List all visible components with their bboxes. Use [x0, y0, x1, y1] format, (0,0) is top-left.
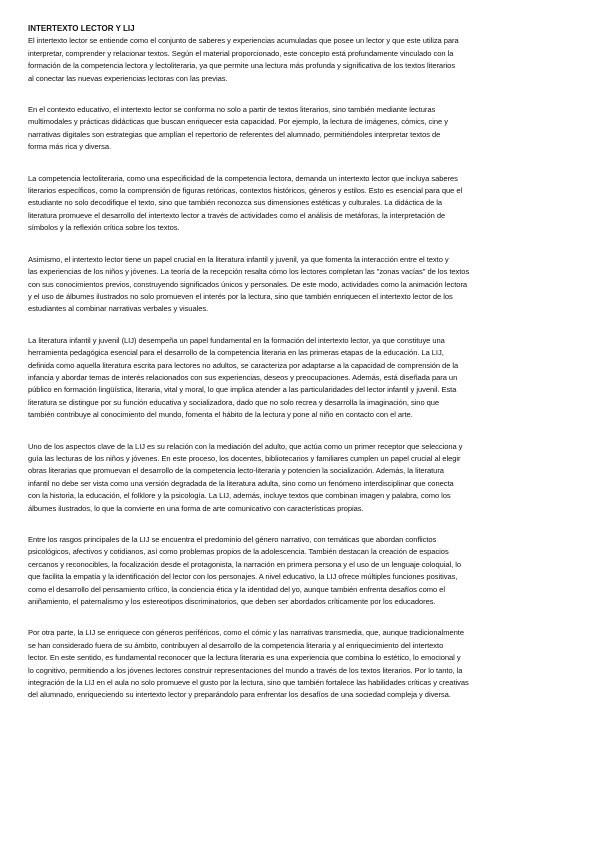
text-line: narrativas digitales son estrategias que amplían el repertorio de referentes del alumnado, permitiéndoles interpretar textos de — [28, 129, 441, 139]
text-line: álbumes ilustrados, lo que la convierte en una forma de arte comunicativo con características propias. — [28, 503, 364, 513]
text-line: infantil no debe ser vista como una versión degradada de la literatura adulta, sino como un fenómeno interdisciplinar que conecta — [28, 478, 454, 488]
text-line: guía las lecturas de los niños y jóvenes. En este proceso, los docentes, bibliotecarios y familiares cumplen un papel crucial al elegir — [28, 453, 461, 463]
document-title: INTERTEXTO LECTOR Y LIJ — [28, 24, 135, 33]
paragraph — [28, 627, 578, 701]
text-line: literatura se distingue por su función educativa y socializadora, dado que no solo recrea y desarrolla la imaginación, sino que — [28, 397, 440, 407]
text-line: y el uso de álbumes ilustrados no solo promueven el interés por la lectura, sino que también enriquecen el intertexto lector de los — [28, 291, 453, 301]
text-line: La literatura infantil y juvenil (LIJ) desempeña un papel fundamental en la formación del intertexto lector, ya que constituye una — [28, 335, 445, 345]
text-line: obras literarias que promuevan el desarrollo de la competencia lecto-literaria y potencien la socialización. Además, la literatura — [28, 466, 444, 476]
text-line: lo cognitivo, permitiendo a los jóvenes lectores construir representaciones del mundo a través de los textos literarios. Por lo tanto, la — [28, 665, 463, 675]
paragraph — [28, 335, 578, 422]
text-line: formación de la competencia lectora y lectoliteraria, ya que permite una lectura más profunda y significativa de los textos literarios — [28, 61, 456, 71]
text-line: psicológicos, afectivos y cotidianos, así como problemas propios de la adolescencia. También destacan la creación de espacios — [28, 547, 449, 557]
text-line: estudiante no solo decodifique el texto, sino que también reconozca sus dimensiones estéticas y culturales. La didáctica de la — [28, 198, 443, 208]
paragraph — [28, 254, 578, 316]
text-line: también contribuye al conocimiento del mundo, fomenta el hábito de la lectura y pone al niño en contacto con el arte. — [28, 410, 413, 420]
text-line: infancia y abordar temas de interés relacionados con sus experiencias, deseos y preocupaciones. Además, está diseñada para un — [28, 372, 458, 382]
paragraph — [28, 534, 578, 608]
text-line: Entre los rasgos principales de la LIJ se encuentra el predominio del género narrativo, con temáticas que abordan conflictos — [28, 535, 437, 544]
text-line: público en formación lingüística, literaria, vital y moral, lo que implica atender a las particularidades del lector infantil y juvenil. Esta — [28, 385, 457, 395]
text-line: al conectar las nuevas experiencias lectoras con las previas. — [28, 73, 228, 83]
text-line: como el desarrollo del pensamiento crítico, la conciencia ética y la identidad del yo, aunque también enfrenta desafíos como el — [28, 584, 445, 594]
paragraph — [28, 35, 578, 85]
document-page — [28, 23, 578, 721]
text-line: que facilita la empatía y la identificación del lector con los personajes. A nivel educativo, la LIJ ofrece múltiples funciones positivas, — [28, 572, 458, 582]
text-line: literarios específicos, como la comprensión de figuras retóricas, contextos históricos, géneros y estilos. Esto es esencial para que el — [28, 186, 463, 196]
text-line: forma más rica y diversa. — [28, 142, 112, 152]
text-line: cercanos y reconocibles, la focalización desde el protagonista, la narración en primera persona y el uso de un lenguaje coloquial, lo — [28, 559, 462, 569]
text-line: con la historia, la educación, el folklore y la psicología. La LIJ, además, incluye textos que combinan imagen y palabra, como los — [28, 491, 451, 501]
text-line: interpretar, comprender y relacionar textos. Según el material proporcionado, este concepto está profundamente vinculado con la — [28, 48, 454, 58]
text-line: aniñamiento, el paternalismo y los estereotipos discriminatorios, que deben ser abordados críticamente por los educadores. — [28, 597, 436, 607]
paragraph — [28, 104, 578, 154]
paragraph — [28, 173, 578, 235]
text-line: con sus conocimientos previos, construyendo significados únicos y personales. De este modo, actividades como la animación lectora — [28, 279, 468, 289]
paragraph — [28, 441, 578, 515]
text-line: las experiencias de los niños y jóvenes. La teoría de la recepción resalta cómo los lectores completan las "zonas vacías" de los textos — [28, 267, 470, 277]
text-line: símbolos y la reflexión crítica sobre los textos. — [28, 223, 180, 233]
text-line: lector. En este sentido, es fundamental reconocer que la lectura literaria es una experiencia que combina lo estético, lo emocional y — [28, 653, 461, 663]
text-line: Asimismo, el intertexto lector tiene un papel crucial en la literatura infantil y juvenil, ya que fomenta la interacción entre el texto y — [28, 254, 449, 264]
text-line: integración de la LIJ en el aula no solo promueve el gusto por la lectura, sino que también fortalece las habilidades críticas y creativas — [28, 678, 469, 688]
text-line: Uno de los aspectos clave de la LIJ es su relación con la mediación del adulto, que actúa como un primer receptor que selecciona y — [28, 441, 463, 451]
text-line: herramienta pedagógica esencial para el desarrollo de la competencia literaria en las primeras etapas de la educación. La LIJ, — [28, 348, 444, 358]
text-line: literatura promueve el desarrollo del intertexto lector a través de actividades como el análisis de metáforas, la interpretación de — [28, 210, 446, 220]
text-line: Por otra parte, la LIJ se enriquece con géneros periféricos, como el cómic y las narrativas transmedia, que, aunque tradicionalmente — [28, 628, 464, 638]
text-line: se han considerado fuera de su ámbito, contribuyen al desarrollo de la competencia literaria y al enriquecimiento del intertexto — [28, 640, 444, 650]
text-line: definida como aquella literatura escrita para lectores no adultos, se caracteriza por adaptarse a la capacidad de comprensión de la — [28, 360, 459, 370]
text-line: estudiantes al combinar narrativas verbales y visuales. — [28, 304, 209, 314]
document-body — [28, 35, 578, 701]
text-line: La competencia lectoliteraria, como una especificidad de la competencia lectora, demanda un intertexto lector que incluya saberes — [28, 173, 458, 183]
text-line: El intertexto lector se entiende como el conjunto de saberes y experiencias acumuladas que posee un lector y que este utiliza para — [28, 36, 459, 46]
text-line: En el contexto educativo, el intertexto lector se conforma no solo a partir de textos literarios, sino también mediante lecturas — [28, 105, 436, 115]
text-line: del alumnado, enriqueciendo su intertexto lector y preparándolo para enfrentar los desafíos de una sociedad compleja y diversa. — [28, 690, 451, 700]
text-line: multimodales y prácticas didácticas que buscan enriquecer esta capacidad. Por ejemplo, la lectura de imágenes, cómics, cine y — [28, 117, 448, 127]
